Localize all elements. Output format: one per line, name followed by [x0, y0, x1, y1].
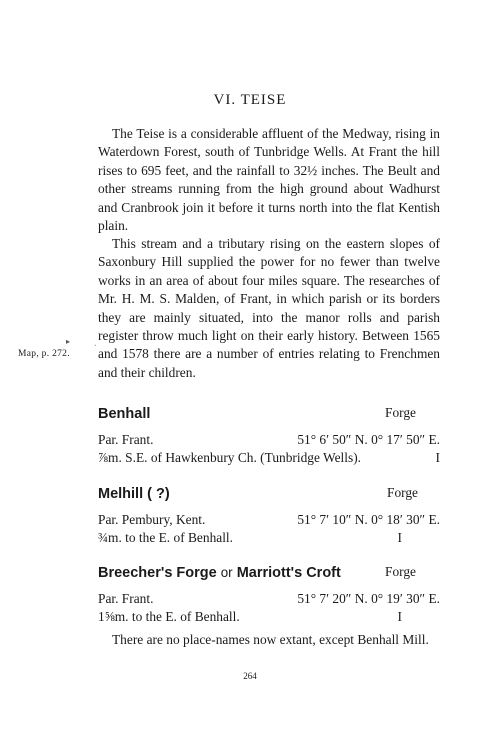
margin-mark: ▸	[66, 337, 71, 346]
entry-type: Forge	[385, 564, 416, 579]
paragraph-place-names-text: There are no place-names now extant, except Benhall Mill.	[112, 632, 429, 647]
entry-coordinates: 51° 7′ 10″ N. 0° 18′ 30″ E.	[297, 512, 440, 527]
entry-parish: Par. Frant.	[98, 432, 154, 447]
entry-numeral: I	[397, 609, 402, 624]
entry-distance: 1⅝m. to the E. of Benhall.	[98, 609, 240, 624]
margin-note-map-reference: Map, p. 272.	[18, 349, 70, 359]
entry-title-part-a: Breecher's Forge	[98, 565, 217, 581]
entry-type: Forge	[387, 485, 418, 500]
entry-title-melhill: Melhill ( ?)	[98, 486, 170, 502]
entry-parish: Par. Pembury, Kent.	[98, 512, 206, 527]
section-heading: VI. TEISE	[213, 92, 287, 108]
entry-distance: ¾m. to the E. of Benhall.	[98, 530, 233, 545]
entry-numeral: I	[435, 450, 440, 465]
margin-mark: ˏ	[94, 337, 97, 346]
paragraph-history	[98, 235, 440, 382]
entry-parish: Par. Frant.	[98, 591, 154, 606]
entry-title-separator: or	[220, 565, 233, 580]
entry-title-benhall: Benhall	[98, 406, 151, 422]
entry-type: Forge	[385, 405, 416, 420]
entry-title-part-b: Marriott's Croft	[236, 565, 341, 581]
entry-title-breechers-forge	[98, 565, 341, 581]
page-number: 264	[243, 671, 257, 681]
paragraph-intro-text: The Teise is a considerable affluent of the Medway, rising in Waterdown Forest, south of Tunbridge Wells. At Frant the hill rises to 695 feet, and the rainfall to 32½ inches. The Beult and other streams running from the high ground about Wadhurst and Cranbrook join it before it turns north into the flat Kentish plain.	[98, 126, 440, 234]
entry-coordinates: 51° 6′ 50″ N. 0° 17′ 50″ E.	[297, 432, 440, 447]
paragraph-history-text: This stream and a tributary rising on the eastern slopes of Saxonbury Hill supplied the power for no fewer than twelve works in an area of about four miles square. The researches of Mr. H. M. S. Malden, of Frant, in which parish or its borders they are mainly situated, into the manor rolls and parish register throw much light on their early history. Between 1565 and 1578 there are a number of entries relating to Frenchmen and their children.	[98, 236, 440, 380]
entry-distance: ⅞m. S.E. of Hawkenbury Ch. (Tunbridge Wells).	[98, 450, 361, 465]
paragraph-intro	[98, 125, 440, 235]
paragraph-place-names	[98, 631, 440, 649]
entry-coordinates: 51° 7′ 20″ N. 0° 19′ 30″ E.	[297, 591, 440, 606]
entry-numeral: I	[397, 530, 402, 545]
